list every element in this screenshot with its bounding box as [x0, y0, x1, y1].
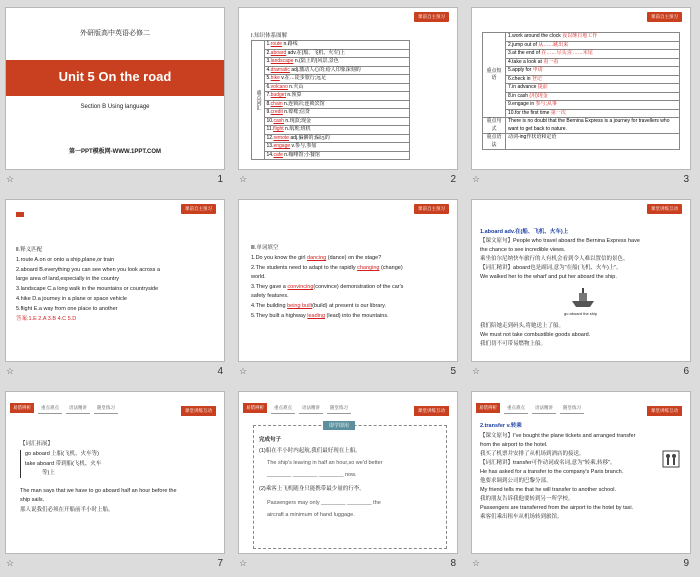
- lesson-line: Passengers are transferred from the airport to the hotel by taxi.: [480, 505, 634, 511]
- slide-thumbnail-9[interactable]: [466, 384, 699, 576]
- lesson-line: We must not take combustible goods aboard.: [480, 332, 591, 338]
- tab: 易错辨析: [476, 403, 500, 413]
- lesson-line: from the airport to the hotel.: [480, 442, 548, 448]
- tab: 易错辨析: [10, 403, 34, 413]
- lesson-line: 【词汇精讲】transfer可作动词或名词,意为"转乘,转移"。: [480, 460, 616, 466]
- slide-5-section-tag: 课前自主预习: [414, 204, 449, 214]
- example-translation: 那人说我们必须在开船前半小时上船。: [20, 507, 114, 513]
- lesson-line: 【词汇精讲】aboard也是副词,意为"在船(飞机、火车)上"。: [480, 265, 622, 271]
- slide-6-section-tag: 课堂讲练互动: [647, 204, 682, 214]
- ship-illustration-icon: [570, 285, 596, 311]
- vocab-row: 2.aboard adv.在(船、飞机、火车)上: [264, 49, 409, 58]
- star-icon: ☆: [239, 558, 248, 568]
- ext-title: 【词汇拓展】: [20, 441, 54, 447]
- match-answer: 答案:1.E 2.A 3.B 4.C 5.D: [16, 316, 77, 322]
- slide-number: 9: [683, 558, 689, 569]
- lesson-line: 乘坐伯尔尼纳快车旅行的人有机会看到令人难以置信的景色。: [480, 256, 629, 262]
- slide-3-section-tag: 课前自主预习: [647, 12, 682, 22]
- slide-thumbnail-2[interactable]: [233, 0, 466, 192]
- lesson-line: 我们陪她走到码头,将她送上了船。: [480, 323, 565, 329]
- vocab-row: 7.budget n.预算: [264, 92, 409, 101]
- slide-4-canvas[interactable]: [5, 199, 225, 362]
- ext-line: go aboard 上船(飞机、火车等): [25, 451, 99, 457]
- transfer-illustration-icon: [662, 450, 680, 468]
- vocab-row: 14.cafe n.咖啡馆;小餐馆: [264, 151, 409, 160]
- slide-4-heading: Ⅱ.释义匹配: [16, 247, 43, 253]
- question-en: aircraft a minimum of hand luggage.: [267, 512, 355, 518]
- phrase-row: 8.in cash (用)现金: [506, 92, 680, 101]
- phrase-row: 1.work around the clock 夜以继日地工作: [506, 33, 680, 42]
- match-item: large area of land,especially in the country: [16, 276, 120, 282]
- phrase-row: 9.engage in 参与;从事: [506, 101, 680, 110]
- vocab-row: 1.route n.路线: [264, 41, 409, 50]
- brace: [20, 450, 23, 478]
- lesson-line: 我买了机票并安排了从机场到酒店的接送。: [480, 451, 585, 457]
- slide-7-tabs: [10, 396, 122, 410]
- slide-9-section-tag: 课堂讲练互动: [647, 406, 682, 416]
- tab: 语法精讲: [532, 403, 556, 414]
- match-item: 5.flight E.a way from one place to another: [16, 306, 118, 312]
- tab: 重点难点: [38, 403, 62, 414]
- key-sentence: There is no doubt that the Bernina Express is a journey for travellers who want to get back to nature.: [506, 118, 680, 134]
- fill-item: 5.They built a highway leading (lead) into the mountains.: [251, 313, 389, 319]
- match-item: 1.route A.on or onto a ship,plane,or train: [16, 257, 115, 263]
- vocab-row: 12.remote adj.偏僻的;偏远的: [264, 134, 409, 143]
- phrase-row: 6.check in 登记: [506, 75, 680, 84]
- slide-5-canvas[interactable]: [238, 199, 458, 362]
- tab: 随堂练习: [94, 403, 118, 414]
- vocab-row: 13.engage v.参与,参加: [264, 143, 409, 152]
- slide-1-subtitle-cn: 外研版高中英语必修二: [80, 30, 150, 37]
- slide-number: 8: [450, 558, 456, 569]
- slide-thumbnail-7[interactable]: [0, 384, 233, 576]
- slide-thumbnail-6[interactable]: [466, 192, 699, 384]
- slide-1-section: Section B Using language: [80, 104, 150, 110]
- slide-2-heading: Ⅰ.知识体系图解: [251, 33, 288, 39]
- phrase-row: 4.take a look at 看一看: [506, 58, 680, 67]
- fill-item: 2.The students need to adapt to the rapidly changing (change): [251, 265, 403, 271]
- lesson-line: My friend tells me that he will transfer to another school.: [480, 487, 617, 493]
- slide-number: 3: [683, 174, 689, 185]
- question-en: Passengers may only ________ ________ the: [267, 500, 381, 506]
- slide-7-canvas[interactable]: [5, 391, 225, 554]
- slide-thumbnail-8[interactable]: [233, 384, 466, 576]
- star-icon: ☆: [472, 174, 481, 184]
- image-caption: go aboard the ship: [564, 311, 598, 316]
- slide-thumbnail-4[interactable]: [0, 192, 233, 384]
- question: (1)船在半小时内起航,我们最好现在上船。: [259, 448, 361, 454]
- match-item: 4.hike D.a journey in a plane or space vehicle: [16, 296, 127, 302]
- slide-3-table: [482, 32, 680, 150]
- slide-thumbnail-5[interactable]: [233, 192, 466, 384]
- fill-item: world.: [251, 274, 266, 280]
- slide-number: 4: [217, 366, 223, 377]
- tab: 语法精讲: [66, 403, 90, 414]
- slide-8-section-tag: 课堂讲练互动: [414, 406, 449, 416]
- slide-6-canvas[interactable]: [471, 199, 691, 362]
- slide-3-canvas[interactable]: [471, 7, 691, 170]
- phrase-row: 3.at the end of 在……尽头;在……末尾: [506, 50, 680, 59]
- slide-1-unit-title: Unit 5 On the road: [58, 69, 172, 84]
- star-icon: ☆: [6, 366, 15, 376]
- star-icon: ☆: [239, 366, 248, 376]
- vocab-row: 10.cash n.现款;现金: [264, 117, 409, 126]
- slide-4-accent: [16, 212, 24, 217]
- question: (2)乘客上飞机随身只能携带最少量的行李。: [259, 486, 365, 492]
- tab: 语法精讲: [299, 403, 323, 414]
- slide-2-side-label: 重点词汇: [252, 41, 265, 160]
- star-icon: ☆: [472, 366, 481, 376]
- slide-3-phrase-label: 重点短语: [483, 33, 506, 118]
- slide-3-grammar-label: 重点语法: [483, 134, 506, 150]
- task-title: 完成句子: [259, 437, 282, 443]
- example-sentence: The man says that we have to go aboard half an hour before the: [20, 488, 177, 494]
- slide-3-sentence-label: 重点句式: [483, 118, 506, 134]
- vocab-row: 3.landscape n.(陆上的)风景,景色: [264, 58, 409, 67]
- slide-number: 2: [450, 174, 456, 185]
- star-icon: ☆: [6, 174, 15, 184]
- slide-thumbnail-3[interactable]: [466, 0, 699, 192]
- slide-number: 6: [683, 366, 689, 377]
- slide-1-watermark: 第一PPT模板网-WWW.1PPT.COM: [69, 149, 161, 155]
- slide-5-heading: Ⅲ.单词填空: [251, 245, 279, 251]
- slide-number: 5: [450, 366, 456, 377]
- slide-9-tabs: [476, 396, 588, 410]
- slide-7-section-tag: 课堂讲练互动: [181, 406, 216, 416]
- lesson-line: 【课文原句】People who travel aboard the Bernina Express have: [480, 238, 640, 244]
- slide-2-canvas[interactable]: [238, 7, 458, 170]
- tab: 随堂练习: [560, 403, 584, 414]
- practice-box-title: 即学即用: [323, 421, 355, 430]
- vocab-row: 6.volcano n.火山: [264, 83, 409, 92]
- tab: 重点难点: [271, 403, 295, 414]
- lesson-line: 我们切不可带易燃物上船。: [480, 341, 547, 347]
- star-icon: ☆: [472, 558, 481, 568]
- fill-item: safety features.: [251, 293, 289, 299]
- lesson-line: 他要求调到公司的巴黎分部。: [480, 478, 552, 484]
- lesson-line: 1.aboard adv.在(船、飞机、火车)上: [480, 229, 569, 235]
- slide-number: 7: [217, 558, 223, 569]
- lesson-line: 【课文原句】I've bought the plane tickets and arranged transfer: [480, 433, 636, 439]
- slide-9-canvas[interactable]: [471, 391, 691, 554]
- question-blank: ________ ________ ________ now.: [267, 472, 357, 478]
- lesson-line: the chance to see incredible views.: [480, 247, 566, 253]
- ext-line: 等)上: [42, 470, 55, 476]
- tab: 重点难点: [504, 403, 528, 414]
- tab: 易错辨析: [243, 403, 267, 413]
- lesson-line: We walked her to the wharf and put her aboard the ship.: [480, 274, 617, 280]
- vocab-row: 11.flight n.航班;班机: [264, 126, 409, 135]
- star-icon: ☆: [6, 558, 15, 568]
- vocab-row: 9.credit n.赊账;信贷: [264, 109, 409, 118]
- question-en: The ship's leaving in half an hour,so we'd better: [267, 460, 383, 466]
- phrase-row: 5.apply for 申请: [506, 67, 680, 76]
- slide-4-section-tag: 课前自主预习: [181, 204, 216, 214]
- slide-1-banner: [6, 60, 224, 96]
- slide-thumbnail-1[interactable]: [0, 0, 233, 192]
- phrase-row: 7.in advance 提前: [506, 84, 680, 93]
- slide-8-canvas[interactable]: [238, 391, 458, 554]
- slide-2-section-tag: 课前自主预习: [414, 12, 449, 22]
- vocab-row: 8.chain n.连锁店;连锁宾馆: [264, 100, 409, 109]
- fill-item: 4.The building being built(build) at present is our library.: [251, 303, 387, 309]
- ext-line: take aboard 带到船(飞机、火车: [25, 461, 102, 467]
- slide-number: 1: [217, 174, 223, 185]
- slide-2-vocab-table: [251, 40, 410, 160]
- key-grammar: 动词-ing作状语和定语: [506, 134, 680, 150]
- lesson-line: 乘客们乘出租车从机场转到旅馆。: [480, 514, 563, 520]
- fill-item: 3.They gave a convincing(convince) demonstration of the car's: [251, 284, 404, 290]
- slide-1-canvas[interactable]: [5, 7, 225, 170]
- vocab-row: 5.hike v.在…徒步旅行;远足: [264, 75, 409, 84]
- match-item: 3.landscape C.a long walk in the mountains or countryside: [16, 286, 159, 292]
- fill-item: 1.Do you know the girl dancing (dance) on the stage?: [251, 255, 382, 261]
- lesson-line: 我的朋友告诉我他要转到另一所学校。: [480, 496, 574, 502]
- tab: 随堂练习: [327, 403, 351, 414]
- phrase-row: 2.jump out of 从……跳出来: [506, 41, 680, 50]
- slide-8-tabs: [243, 396, 355, 410]
- lesson-line: 2.transfer v.转乘: [480, 423, 522, 429]
- match-item: 2.aboard B.everything you can see when you look across a: [16, 267, 161, 273]
- lesson-line: He has asked for a transfer to the company's Paris branch.: [480, 469, 624, 475]
- vocab-row: 4.dramatic adj.激动人心的;给人印象深刻的: [264, 66, 409, 75]
- star-icon: ☆: [239, 174, 248, 184]
- example-sentence: ship sails.: [20, 497, 45, 503]
- phrase-row: 10.for the first time 第一次: [506, 109, 680, 118]
